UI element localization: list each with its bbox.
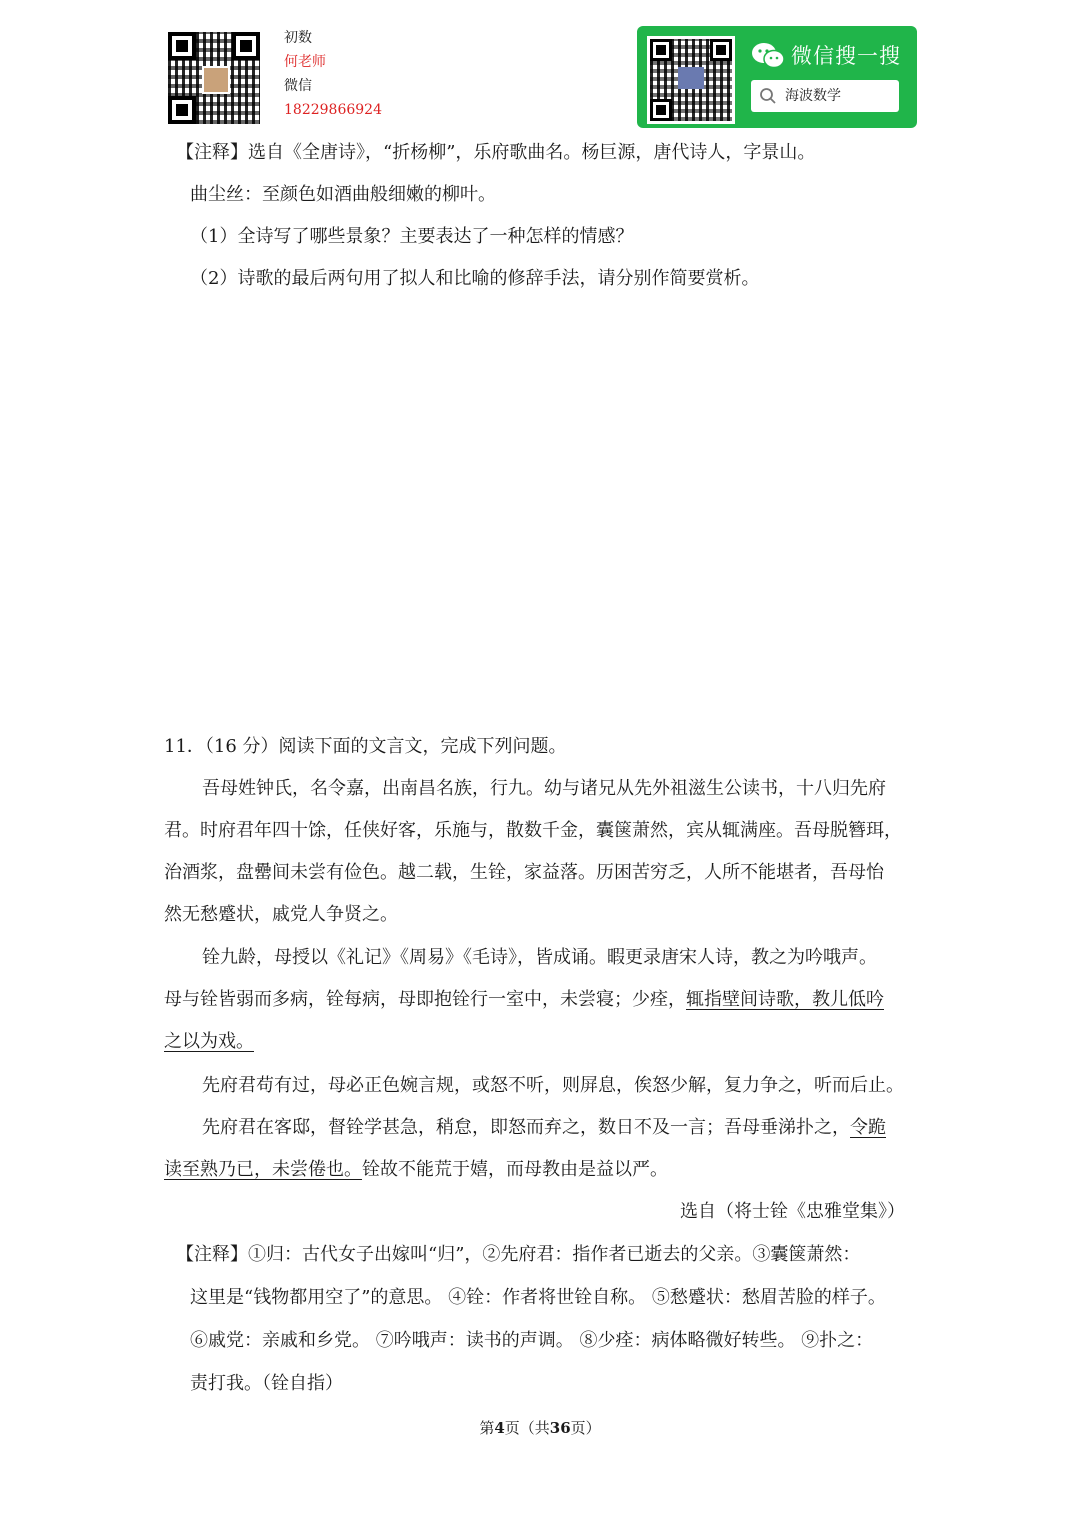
footer-suffix: 页）: [570, 1419, 601, 1437]
contact-subject: 初数: [284, 30, 312, 46]
underlined-sentence-1b: 之以为戏。: [164, 1031, 254, 1052]
wechat-logo-icon: [751, 42, 785, 70]
wechat-search-box[interactable]: [751, 80, 899, 112]
contact-wechat-label: 微信: [284, 78, 312, 94]
contact-phone: 18229866924: [284, 102, 382, 118]
qr-code-right: [647, 36, 735, 124]
passage-p4-line-2: [164, 1157, 668, 1183]
poem-note-line-1: 【注释】选自《全唐诗》，“折杨柳”，乐府歌曲名。杨巨源，唐代诗人，字景山。: [176, 142, 816, 163]
passage-p2-line-2: [164, 987, 884, 1013]
passage-note-line-2: 这里是“钱物都用空了”的意思。 ④铨：作者将世铨自称。 ⑤愁蹙状：愁眉苦脸的样子。: [190, 1287, 886, 1308]
passage-p4-line-2-text: 铨故不能荒于嬉，而母教由是益以严。: [362, 1159, 668, 1180]
poem-question-1: （1）全诗写了哪些景象？主要表达了一种怎样的情感？: [190, 226, 634, 247]
underlined-sentence-2b: 读至熟乃已，未尝倦也。: [164, 1159, 362, 1180]
passage-source: 选自（将士铨《忠雅堂集》）: [680, 1201, 905, 1222]
footer-total-pages: 36: [549, 1419, 571, 1437]
wechat-search-title: 微信搜一搜: [791, 44, 901, 68]
page-footer: [0, 1418, 1080, 1438]
passage-p3: 先府君苟有过，母必正色婉言规，或怒不听，则屏息，俟怒少解，复力争之，听而后止。: [202, 1075, 904, 1096]
contact-teacher: 何老师: [284, 54, 326, 70]
passage-note-line-3: ⑥戚党：亲戚和乡党。 ⑦吟哦声：读书的声调。 ⑧少痊：病体略微好转些。 ⑨扑之：: [190, 1330, 874, 1351]
wechat-search-query: 海波数学: [785, 88, 841, 104]
passage-note-line-1: 【注释】①归：古代女子出嫁叫“归”，②先府君：指作者已逝去的父亲。③囊箧萧然：: [176, 1244, 861, 1265]
footer-page-number: 4: [494, 1419, 505, 1437]
poem-question-2: （2）诗歌的最后两句用了拟人和比喻的修辞手法，请分别作简要赏析。: [190, 268, 760, 289]
passage-p1-line-2: 君。时府君年四十馀，任侠好客，乐施与，散数千金，囊箧萧然，宾从辄满座。吾母脱簪珥，: [164, 820, 902, 841]
underlined-sentence-1a: 辄指壁间诗歌，教儿低吟: [686, 989, 884, 1010]
passage-note-line-4: 责打我。（铨自指）: [190, 1373, 343, 1394]
passage-p2-line-1: 铨九龄，母授以《礼记》《周易》《毛诗》，皆成诵。暇更录唐宋人诗，教之为吟哦声。: [202, 947, 877, 968]
question-11-heading: 11．（16 分）阅读下面的文言文，完成下列问题。: [164, 736, 567, 757]
passage-p1-line-3: 治酒浆，盘罍间未尝有俭色。越二载，生铨，家益落。历困苦穷乏，人所不能堪者，吾母怡: [164, 862, 884, 883]
passage-p4-line-1-text: 先府君在客邸，督铨学甚急，稍怠，即怒而弃之，数日不及一言；吾母垂涕扑之，: [202, 1117, 850, 1138]
underlined-sentence-2a: 令跪: [850, 1117, 886, 1138]
passage-p1-line-4: 然无愁蹙状，戚党人争贤之。: [164, 904, 398, 925]
passage-p2-line-2-text: 母与铨皆弱而多病，铨每病，母即抱铨行一室中，未尝寝；少痊，: [164, 989, 686, 1010]
footer-mid: 页（共: [504, 1419, 550, 1437]
contact-info: [284, 26, 382, 122]
passage-p4-line-1: [202, 1115, 886, 1141]
search-icon: [759, 87, 777, 105]
footer-prefix: 第: [479, 1419, 495, 1437]
passage-p1-line-1: 吾母姓钟氏，名令嘉，出南昌名族，行九。幼与诸兄从先外祖滋生公读书，十八归先府: [202, 778, 886, 799]
qr-code-left: [168, 32, 260, 124]
wechat-search-banner: [637, 26, 917, 128]
poem-note-line-2: 曲尘丝：至颜色如酒曲般细嫩的柳叶。: [190, 184, 496, 205]
